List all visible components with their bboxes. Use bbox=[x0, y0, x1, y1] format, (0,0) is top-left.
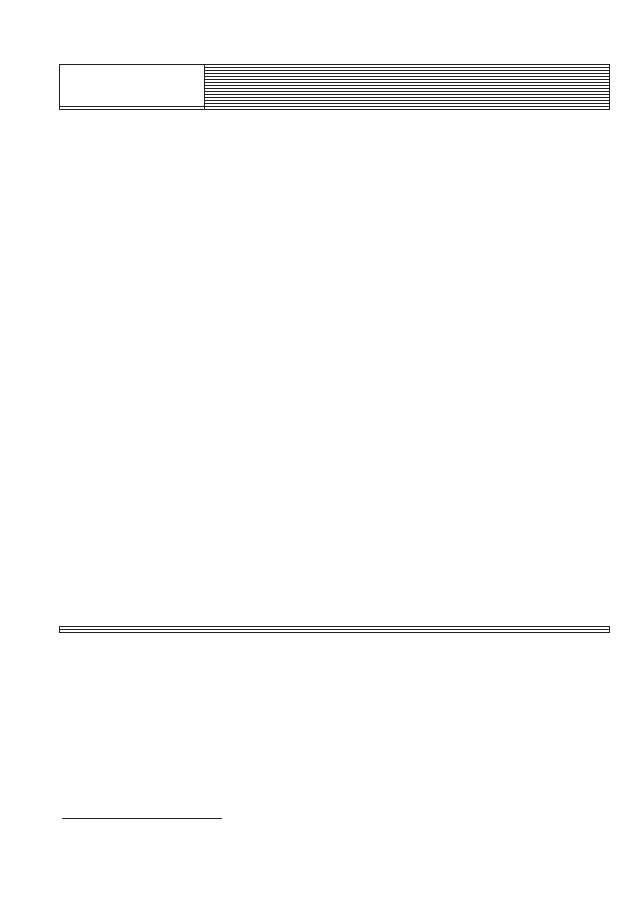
responsible-org-person-row bbox=[60, 630, 610, 633]
responsible-org-table bbox=[59, 626, 610, 633]
knowledge-label-cell bbox=[60, 65, 205, 107]
responsible-org-position bbox=[60, 630, 335, 633]
footnote-divider bbox=[62, 818, 222, 819]
responsible-org-person bbox=[335, 630, 610, 633]
other-characteristics-label bbox=[60, 107, 205, 110]
required-knowledge-table bbox=[59, 64, 610, 110]
other-characteristics-row bbox=[60, 107, 610, 110]
other-characteristics-value bbox=[205, 107, 610, 110]
